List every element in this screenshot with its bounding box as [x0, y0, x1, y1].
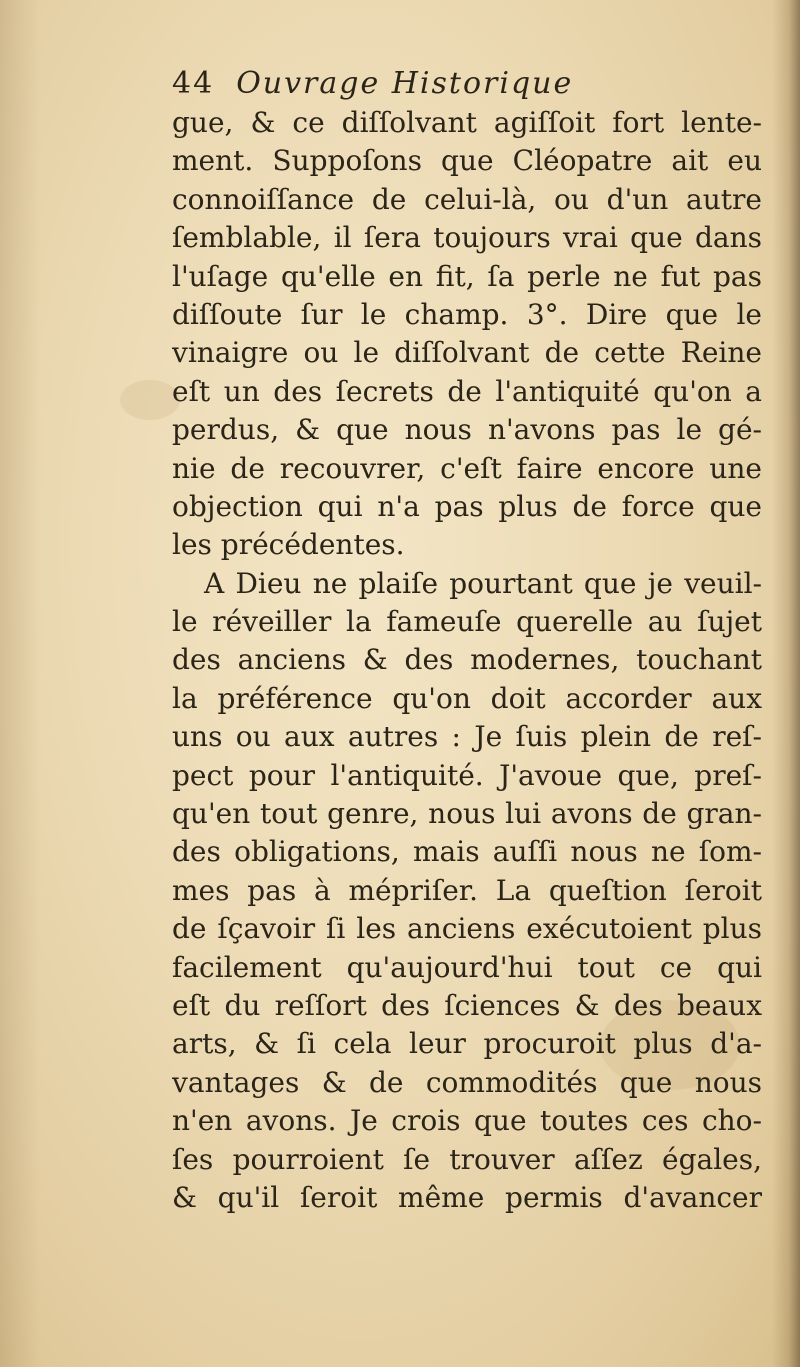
text-line: ſes pourroient ſe trouver aſſez égales, — [172, 1142, 762, 1176]
text-line: les précédentes. — [172, 528, 405, 562]
running-header — [172, 62, 732, 106]
page-number: 44 — [172, 66, 215, 101]
text-line: la préférence qu'on doit accorder aux — [172, 681, 762, 715]
text-line: nie de recouvrer, c'eſt faire encore une — [172, 451, 762, 485]
text-line: eſt un des ſecrets de l'antiquité qu'on a — [172, 374, 762, 408]
text-line: vinaigre ou le diſſolvant de cette Reine — [172, 336, 762, 370]
text-line: gue, & ce diſſolvant agiſſoit fort lente- — [172, 106, 762, 139]
text-line: diſſoute ſur le champ. 3°. Dire que le — [172, 297, 762, 331]
text-line: de ſçavoir ſi les anciens exécutoient plus — [172, 912, 762, 946]
page-left-shadow — [0, 0, 40, 1367]
text-line: des obligations, mais auſſi nous ne ſom- — [172, 835, 762, 869]
text-line: facilement qu'aujourd'hui tout ce qui — [172, 950, 762, 984]
paragraph-start: A Dieu ne plaiſe pourtant que je veuil- — [204, 566, 762, 600]
paper-stain — [120, 380, 180, 420]
text-line: vantages & de commodités que nous — [172, 1065, 762, 1099]
text-line: uns ou aux autres : Je ſuis plein de reſ- — [172, 720, 762, 754]
text-line: objection qui n'a pas plus de force que — [172, 489, 762, 523]
text-line: n'en avons. Je crois que toutes ces cho- — [172, 1104, 762, 1138]
text-line: & qu'il ſeroit même permis d'avancer — [172, 1180, 762, 1214]
text-line: l'uſage qu'elle en fit, ſa perle ne fut pas — [172, 259, 762, 293]
text-line: le réveiller la fameuſe querelle au ſujet — [172, 605, 762, 639]
body-text — [172, 104, 762, 1217]
text-line: ment. Suppoſons que Cléopatre ait eu — [172, 144, 762, 178]
page-right-edge — [772, 0, 800, 1367]
text-line: qu'en tout genre, nous lui avons de gran- — [172, 797, 762, 831]
text-line: arts, & ſi cela leur procuroit plus d'a- — [172, 1027, 762, 1061]
text-line: des anciens & des modernes, touchant — [172, 643, 762, 677]
text-line: connoiſſance de celui-là, ou d'un autre — [172, 182, 762, 216]
text-line: ſemblable, il ſera toujours vrai que dans — [172, 221, 762, 255]
running-title: Ouvrage Historique — [236, 66, 574, 101]
text-line: pect pour l'antiquité. J'avoue que, preſ- — [172, 758, 762, 792]
text-line: mes pas à mépriſer. La queſtion ſeroit — [172, 873, 762, 907]
text-line: eſt du reſſort des ſciences & des beaux — [172, 988, 762, 1022]
text-line: perdus, & que nous n'avons pas le gé- — [172, 413, 762, 447]
